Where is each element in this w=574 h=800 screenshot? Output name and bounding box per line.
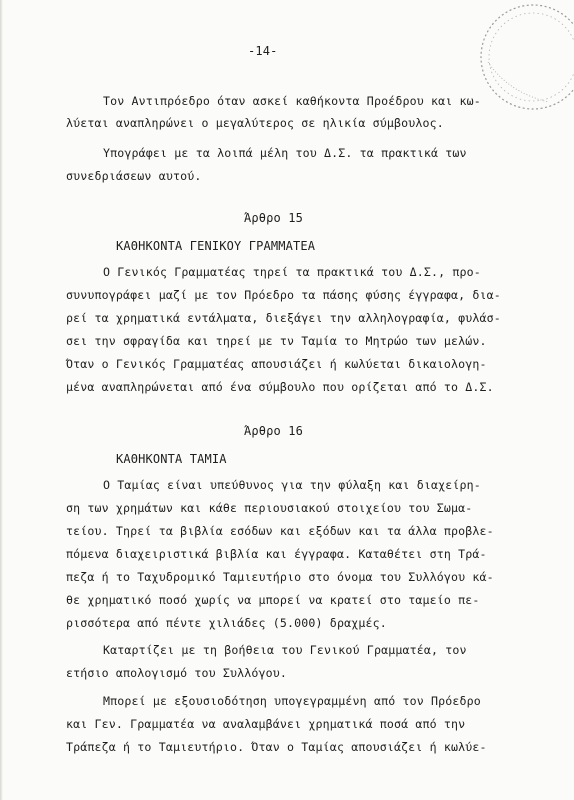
article-15-line: Ο Γενικός Γραμματέας τηρεί τα πρακτικά του Δ.Σ., προ- [103, 265, 481, 279]
paragraph-line: συνεδριάσεων αυτού. [66, 169, 202, 183]
article-15-title: Άρθρο 15 [244, 211, 303, 225]
article-16-line: Ο Ταμίας είναι υπεύθυνος για την φύλαξη και διαχείρη- [103, 478, 481, 492]
article-16-title: Άρθρο 16 [244, 424, 303, 438]
article-16-line: και Γεν. Γραμματέα να αναλαμβάνει χρηματικά ποσά από την [66, 717, 466, 731]
article-16-line: ρισσότερα από πέντε χιλιάδες (5.000) δραχμές. [66, 616, 387, 630]
stamp-seal [468, 0, 574, 122]
article-15-heading: ΚΑΘΗΚΟΝΤΑ ΓΕΝΙΚΟΥ ΓΡΑΜΜΑΤΕΑ [116, 239, 316, 253]
article-15-line: ρεί τα χρηματικά εντάλματα, διεξάγει την αλληλογραφία, φυλάσ- [66, 311, 501, 325]
page-edge-shadow [0, 0, 3, 800]
article-15-line: σει την σφραγίδα και τηρεί με τν Ταμία το Μητρώο των μελών. [66, 334, 487, 348]
article-16-line: τείου. Τηρεί τα βιβλία εσόδων και εξόδων και τα άλλα προβλε- [66, 524, 494, 538]
article-15-line: Όταν ο Γενικός Γραμματέας απουσιάζει ή κωλύεται δικαιολογη- [66, 357, 487, 371]
paragraph-line: Τον Αντιπρόεδρο όταν ασκεί καθήκοντα Προέδρου και κω- [103, 94, 481, 108]
article-16-line: ση των χρημάτων και κάθε περιουσιακού στοιχείου του Σωμα- [66, 501, 473, 515]
article-16-line: πεζα ή το Ταχυδρομικό Ταμιευτήριο στο όνομα του Συλλόγου κά- [66, 570, 494, 584]
paragraph-line: Υπογράφει με τα λοιπά μέλη του Δ.Σ. τα πρακτικά των [103, 146, 467, 160]
page-number: -14- [248, 44, 278, 58]
article-16-line: πόμενα διαχειριστικά βιβλία και έγγραφα. Καταθέτει στη Τρά- [66, 547, 487, 561]
paragraph-line: λύεται αναπληρώνει ο μεγαλύτερος σε ηλικία σύμβουλος. [66, 116, 444, 130]
article-15-line: συνυπογράφει μαζί με τον Πρόεδρο τα πάσης φύσης έγγραφα, δια- [66, 288, 501, 302]
article-16-line: θε χρηματικό ποσό χωρίς να μπορεί να κρατεί στο ταμείο πε- [66, 593, 480, 607]
article-16-line: ετήσιο απολογισμό του Συλλόγου. [66, 666, 288, 680]
article-16-line: Τράπεζα ή το Ταμιευτήριο. Όταν ο Ταμίας απουσιάζει ή κωλύε- [66, 740, 487, 754]
article-16-line: Καταρτίζει με τη βοήθεια του Γενικού Γραμματέα, τον [103, 643, 467, 657]
article-15-line: μένα αναπληρώνεται από ένα σύμβουλο που ορίζεται από το Δ.Σ. [66, 380, 494, 394]
article-16-line: Μπορεί με εξουσιοδότηση υπογεγραμμένη από τον Πρόεδρο [103, 694, 481, 708]
article-16-heading: ΚΑΘΗΚΟΝΤΑ ΤΑΜΙΑ [116, 452, 227, 466]
